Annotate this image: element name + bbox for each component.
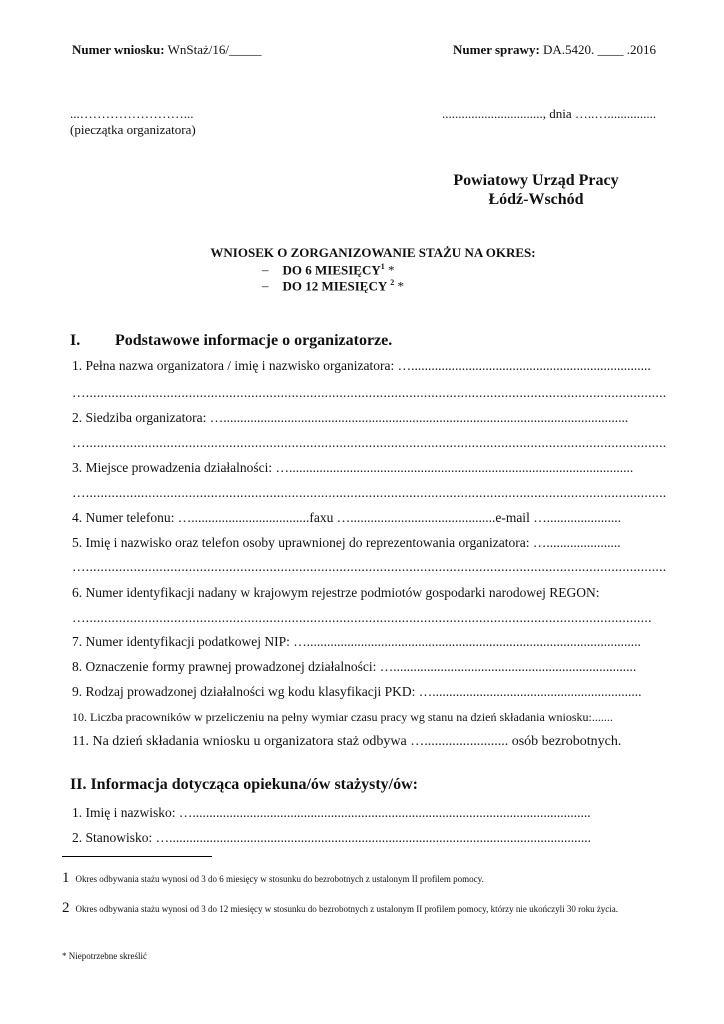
date-line: ..............................., dnia …..…...............: [442, 106, 657, 121]
footnote-2-text: Okres odbywania stażu wynosi od 3 do 12 miesięcy w stosunku do bezrobotnych z ustalonym II profilem pomocy, którzy nie ukończyli 30 roku życia.: [75, 904, 619, 914]
option-12-dash: –: [262, 278, 269, 294]
footnote-2: [62, 902, 672, 915]
field-pkd[interactable]: 9. Rodzaj prowadzonej działalności wg kodu klasyfikacji PKD: …..............................................................: [72, 684, 642, 699]
option-6-text: DO 6 MIESIĘCY: [282, 262, 381, 278]
section1-number: I.: [70, 332, 81, 349]
footnote-separator: [62, 856, 212, 857]
strike-note: * Niepotrzebne skreślić: [62, 951, 147, 961]
recipient-line1: Powiatowy Urząd Pracy: [453, 172, 619, 189]
field-regon-label: 6. Numer identyfikacji nadany w krajowym rejestrze podmiotów gospodarki narodowej REGON:: [72, 585, 600, 600]
footnote-1: [62, 872, 672, 885]
option-12-text: DO 12 MIESIĘCY: [282, 278, 388, 294]
field-nip[interactable]: 7. Numer identyfikacji podatkowej NIP: …...................................................................................................: [72, 634, 641, 649]
field-business-location-cont[interactable]: …..............................................................................................................................................................: [72, 485, 667, 500]
stamp-caption: (pieczątka organizatora): [70, 122, 196, 137]
field-employee-count[interactable]: 10. Liczba pracowników w przeliczeniu na pełny wymiar czasu pracy wg stanu na dzień składania wniosku:.......: [72, 710, 613, 724]
section2-heading: II. Informacja dotycząca opiekuna/ów stażysty/ów:: [70, 776, 418, 793]
field-headquarters[interactable]: 2. Siedziba organizatora: …........................................................................................................................: [72, 410, 629, 425]
field-regon[interactable]: …..........................................................................................................................................................: [72, 610, 652, 625]
field-business-location[interactable]: 3. Miejsce prowadzenia działalności: …......................................................................................................: [72, 460, 634, 475]
section1-heading: Podstawowe informacje o organizatorze.: [115, 332, 393, 349]
case-number: [453, 42, 656, 58]
option-6-months: [262, 262, 395, 278]
field-legal-form[interactable]: 8. Oznaczenie formy prawnej prowadzonej działalności: …........................................................................: [72, 659, 637, 674]
field-mentor-name[interactable]: 1. Imię i nazwisko: …......................................................................................................................: [72, 805, 591, 820]
field-headquarters-cont[interactable]: …..............................................................................................................................................................: [72, 435, 667, 450]
recipient-line2: Łódź-Wschód: [488, 191, 584, 208]
field-current-interns[interactable]: 11. Na dzień składania wniosku u organizatora staż odbywa …........................ osób bezrobotnych.: [72, 734, 622, 749]
footnote-1-number: 1: [62, 870, 70, 886]
field-representative[interactable]: 5. Imię i nazwisko oraz telefon osoby uprawnionej do reprezentowania organizatora: …......................: [72, 535, 621, 550]
option-12-star: *: [394, 278, 404, 294]
footnote-2-number: 2: [62, 900, 70, 916]
field-representative-cont[interactable]: …..............................................................................................................................................................: [72, 559, 667, 574]
stamp-dots: ...……………………...: [70, 106, 194, 121]
option-6-dash: –: [262, 262, 269, 278]
field-mentor-position[interactable]: 2. Stanowisko: ….............................................................................................................................: [72, 830, 592, 845]
option-12-footnote-ref: 2: [390, 278, 395, 287]
application-number-label: Numer wniosku:: [72, 42, 165, 57]
field-organizer-name-cont[interactable]: …..............................................................................................................................................................: [72, 385, 667, 400]
application-number: [72, 42, 262, 58]
application-number-value: WnStaż/16/_____: [167, 42, 262, 57]
document-title: WNIOSEK O ZORGANIZOWANIE STAŻU NA OKRES:: [210, 245, 536, 260]
option-6-star: *: [384, 262, 395, 278]
case-number-label: Numer sprawy:: [453, 42, 540, 57]
option-12-months: [262, 278, 404, 294]
option-6-footnote-ref: 1: [380, 262, 385, 271]
case-number-value: DA.5420. ____ .2016: [543, 42, 657, 57]
field-organizer-name[interactable]: 1. Pełna nazwa organizatora / imię i nazwisko organizatora: ….......................................................................: [72, 358, 651, 373]
field-contact-numbers[interactable]: 4. Numer telefonu: …...................................faxu …...........................................e-mail …......................: [72, 510, 621, 525]
footnote-1-text: Okres odbywania stażu wynosi od 3 do 6 miesięcy w stosunku do bezrobotnych z ustalonym II profilem pomocy.: [75, 874, 484, 884]
